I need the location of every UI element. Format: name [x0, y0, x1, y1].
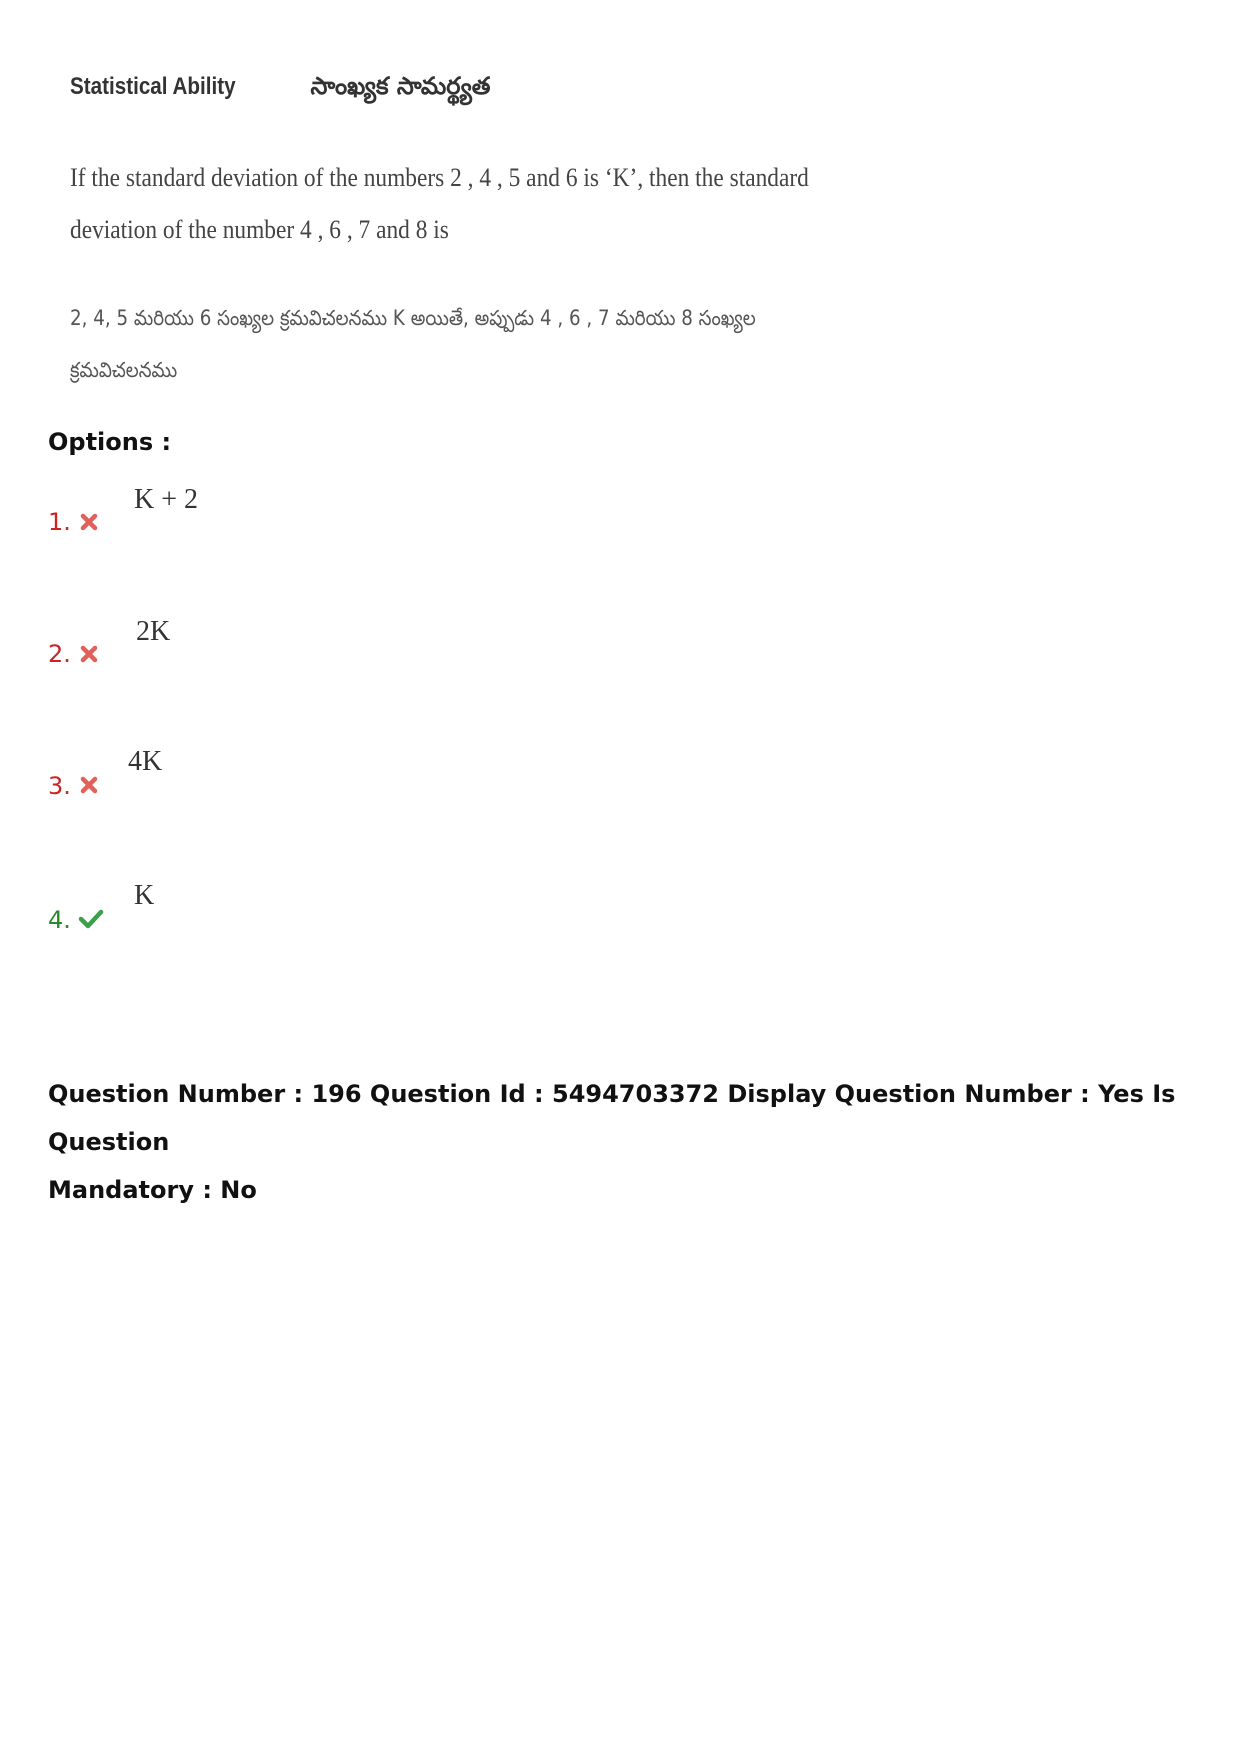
option-value: 2K: [136, 616, 171, 647]
option-value: K: [134, 880, 155, 911]
option-4: [48, 880, 448, 940]
question-text-english: [70, 152, 910, 256]
subject-telugu: సాంఖ్యక సామర్థ్యత: [310, 72, 491, 100]
option-value: K + 2: [134, 484, 199, 515]
question-metadata: [48, 1070, 1208, 1214]
option-value: 4K: [128, 746, 163, 777]
option-2: [48, 616, 448, 676]
cross-icon: [78, 774, 100, 796]
question-english-line-1: If the standard deviation of the numbers 2 , 4 , 5 and 6 is ‘K’, then the standard: [70, 163, 809, 192]
option-number: 2.: [48, 640, 71, 668]
metadata-line-1: Question Number : 196 Question Id : 5494703372 Display Question Number : Yes Is Question: [48, 1080, 1176, 1156]
check-icon: [78, 908, 104, 930]
option-1: [48, 484, 448, 544]
metadata-line-2: Mandatory : No: [48, 1176, 257, 1204]
option-number: 4.: [48, 906, 71, 934]
question-text-telugu: [70, 292, 910, 396]
question-telugu-line-2: క్రమవిచలనము: [70, 358, 178, 382]
option-3: [48, 746, 448, 806]
options-label: Options :: [48, 428, 172, 456]
subject-english: Statistical Ability: [70, 73, 236, 100]
cross-icon: [78, 643, 100, 665]
question-telugu-line-1: 2, 4, 5 మరియు 6 సంఖ్యల క్రమవిచలనము K అయితే, అప్పుడు 4 , 6 , 7 మరియు 8 సంఖ్యల: [70, 306, 756, 330]
cross-icon: [78, 511, 100, 533]
option-number: 1.: [48, 508, 71, 536]
subject-heading: [70, 72, 490, 106]
question-english-line-2: deviation of the number 4 , 6 , 7 and 8 is: [70, 215, 449, 244]
question-image: [62, 56, 922, 386]
option-number: 3.: [48, 772, 71, 800]
